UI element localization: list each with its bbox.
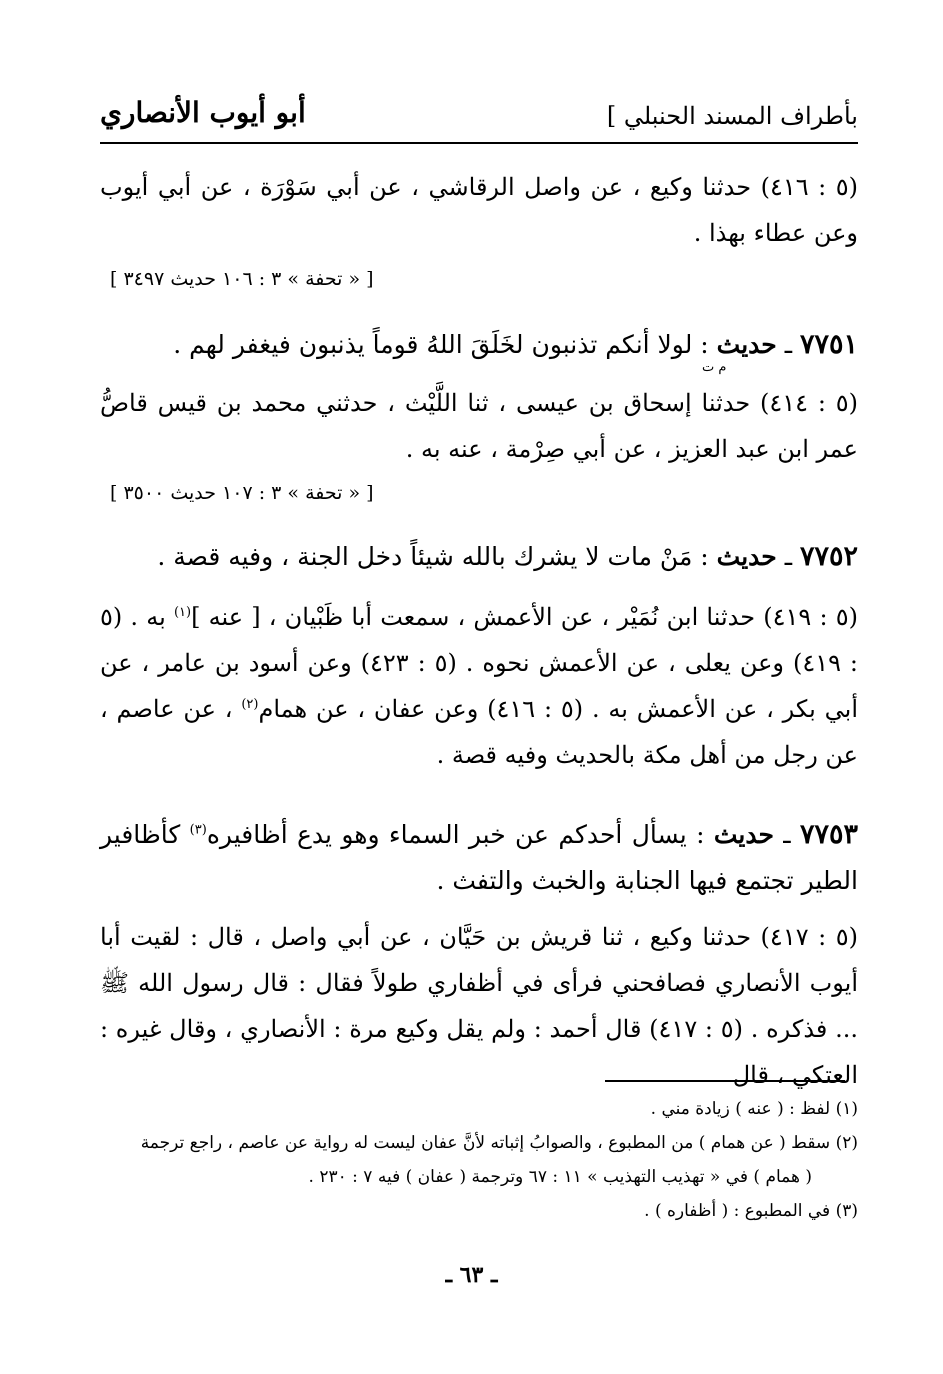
hadith-dash: ـ — [776, 330, 800, 359]
hadith-7751 — [100, 322, 858, 368]
footnote-2-continuation: ( همام ) في « تهذيب التهذيب » ١١ : ٦٧ وترجمة ( عفان ) فيه ٧ : ٢٣٠ . — [308, 1167, 812, 1187]
tuhfa-reference-2: [ « تحفة » ٣ : ١٠٧ حديث ٣٥٠٠ ] — [110, 482, 374, 504]
footnote-text: سقط ( عن همام ) من المطبوع ، والصوابُ إثباته لأنَّ عفان ليست له رواية عن عاصم ، راجع ترجمة — [140, 1133, 831, 1153]
hadith-dash: ـ — [773, 820, 800, 849]
hadith-7753 — [100, 812, 858, 904]
footnote-marker: (١) — [835, 1099, 858, 1119]
footnote-text: في المطبوع : ( أظفاره ) . — [644, 1201, 831, 1221]
footnotes — [100, 1092, 858, 1228]
hadith-text: : مَنْ مات لا يشرك بالله شيئاً دخل الجنة ، وفيه قصة . — [157, 542, 717, 571]
paragraph-3-part-a: (٥ : ٤١٩) حدثنا ابن نُمَيْر ، عن الأعمش ، سمعت أبا ظَبْيان ، [ عنه ] — [191, 603, 859, 631]
hadith-text-a: : يسأل أحدكم عن خبر السماء وهو يدع أظافيره — [206, 820, 714, 849]
footnote-ref-2: (٢) — [241, 697, 259, 712]
paragraph-2: (٥ : ٤١٤) حدثنا إسحاق بن عيسى ، ثنا اللَّيْث ، حدثني محمد بن قيس قاصُّ عمر ابن عبد العزيز ، عن أبي صِرْمة ، عنه به . — [100, 389, 858, 463]
paragraph-3-part-b: به . (٥ : ٤١٩) وعن يعلى ، عن الأعمش نحوه . (٥ : ٤٢٣) وعن أسود بن عامر ، عن أبي بكر ، عن الأعمش به . (٥ : ٤١٦) وعن عفان ، عن همام — [100, 603, 859, 723]
footnote-marker: (٢) — [835, 1133, 858, 1153]
transmitter-sign: م ت — [702, 360, 727, 375]
footnote-text: لفظ : ( عنه ) زيادة مني . — [650, 1099, 831, 1119]
hadith-7752 — [100, 534, 858, 580]
hadith-text: : لولا أنكم تذنبون لخَلَقَ اللهُ قوماً يذنبون فيغفر لهم . — [173, 330, 717, 359]
hadith-text-b: كأظافير الطير تجتمع فيها الجنابة والخبث والتفث . — [100, 820, 858, 895]
hadith-dash: ـ — [776, 542, 800, 571]
book-title: بأطراف المسند الحنبلي ] — [606, 102, 858, 130]
header-rule — [100, 142, 858, 144]
hadith-keyword: حديث — [716, 542, 777, 571]
hadith-number: ٧٧٥٢ — [799, 541, 858, 572]
running-header — [100, 96, 858, 140]
hadith-number: ٧٧٥٣ — [799, 819, 858, 850]
footnote-rule — [605, 1080, 845, 1082]
hadith-keyword: حديث — [716, 330, 777, 359]
footnote-marker: (٣) — [835, 1201, 858, 1221]
footnote-1 — [100, 1092, 858, 1126]
paragraph-4: (٥ : ٤١٧) حدثنا وكيع ، ثنا قريش بن حَيَّان ، عن أبي واصل ، قال : لقيت أبا أيوب الأنصاري فصافحني فرأى في أظفاري طولاً فقال : قال رسول الله ﷺ ... فذكره . (٥ : ٤١٧) قال أحمد : ولم يقل وكيع مرة : الأنصاري ، وقال غيره : العتكي ، قال — [100, 923, 859, 1089]
paragraph-3 — [100, 594, 858, 778]
hadith-keyword: حديث — [713, 820, 774, 849]
footnote-ref-3: (٣) — [189, 822, 207, 838]
footnote-3 — [100, 1194, 858, 1228]
tuhfa-reference-1: [ « تحفة » ٣ : ١٠٦ حديث ٣٤٩٧ ] — [110, 268, 374, 290]
page-number: ـ ٦٣ ـ — [445, 1262, 498, 1288]
footnote-2 — [100, 1126, 858, 1160]
paragraph-1: (٥ : ٤١٦) حدثنا وكيع ، عن واصل الرقاشي ، عن أبي سَوْرَة ، عن أبي أيوب وعن عطاء بهذا . — [100, 173, 858, 247]
section-title: أبو أيوب الأنصاري — [100, 96, 306, 129]
paragraph-3-part-c: ، عن عاصم ، عن رجل من أهل مكة بالحديث وفيه قصة . — [100, 695, 858, 769]
footnote-ref-1: (١) — [173, 605, 192, 620]
hadith-number: ٧٧٥١ — [799, 329, 858, 360]
